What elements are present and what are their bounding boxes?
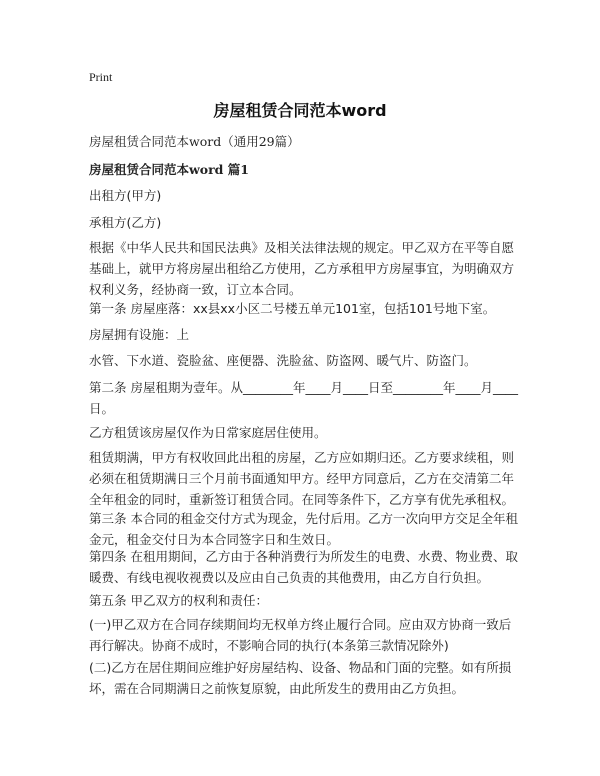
paragraph-preamble: 根据《中华人民共和国民法典》及相关法律法规的规定。甲乙双方在平等自愿基础上，就甲方将房屋出租给乙方使用，乙方承租甲方房屋事宜，为明确双方权利义务，经协商一致，订立本合同。 [89, 240, 515, 297]
paragraph-article-1: 第一条 房屋座落：xx县xx小区二号楼五单元101室，包括101号地下室。 [89, 301, 496, 316]
paragraph-lessor: 出租方(甲方) [89, 188, 162, 203]
paragraph-clause-1: (一)甲乙双方在合同存续期间均无权单方终止履行合同。应由双方协商一致后再行解决。协商不成时，不影响合同的执行(本条第三款情况除外) [89, 617, 512, 653]
paragraph-renewal: 租赁期满，甲方有权收回此出租的房屋，乙方应如期归还。乙方要求续租，则必须在租赁期满日三个月前书面通知甲方。经甲方同意后，乙方在交清第二年全年租金的同时，重新签订租赁合同。在同等条件下，乙方享有优先承租权。 [89, 450, 515, 507]
section-heading: 房屋租赁合同范本word 篇1 [89, 162, 249, 177]
document-title: 房屋租赁合同范本word [213, 101, 387, 120]
paragraph-article-2: 第二条 房屋租期为壹年。从________年____月____日至________年____月____日。 [89, 380, 518, 416]
paragraph-usage: 乙方租赁该房屋仅作为日常家庭居住使用。 [89, 425, 327, 440]
print-label[interactable]: Print [89, 70, 113, 84]
paragraph-article-4: 第四条 在租用期间，乙方由于各种消费行为所发生的电费、水费、物业费、取暖费、有线电视收视费以及应由自己负责的其他费用，由乙方自行负担。 [89, 549, 518, 585]
paragraph-lessee: 承租方(乙方) [89, 215, 162, 230]
document-subtitle: 房屋租赁合同范本word（通用29篇） [89, 134, 300, 149]
paragraph-article-3: 第三条 本合同的租金交付方式为现金，先付后用。乙方一次向甲方交足全年租金元，租金交付日为本合同签字日和生效日。 [89, 511, 518, 547]
paragraph-clause-2: (二)乙方在居住期间应维护好房屋结构、设备、物品和门面的完整。如有所损坏，需在合同期满日之前恢复原貌，由此所发生的费用由乙方负担。 [89, 660, 512, 696]
paragraph-article-5: 第五条 甲乙双方的权利和责任： [89, 593, 268, 608]
paragraph-facilities: 房屋拥有设施：上 [89, 327, 190, 342]
paragraph-facilities-list: 水管、下水道、瓷脸盆、座便器、洗脸盆、防盗网、暖气片、防盗门。 [89, 353, 477, 368]
